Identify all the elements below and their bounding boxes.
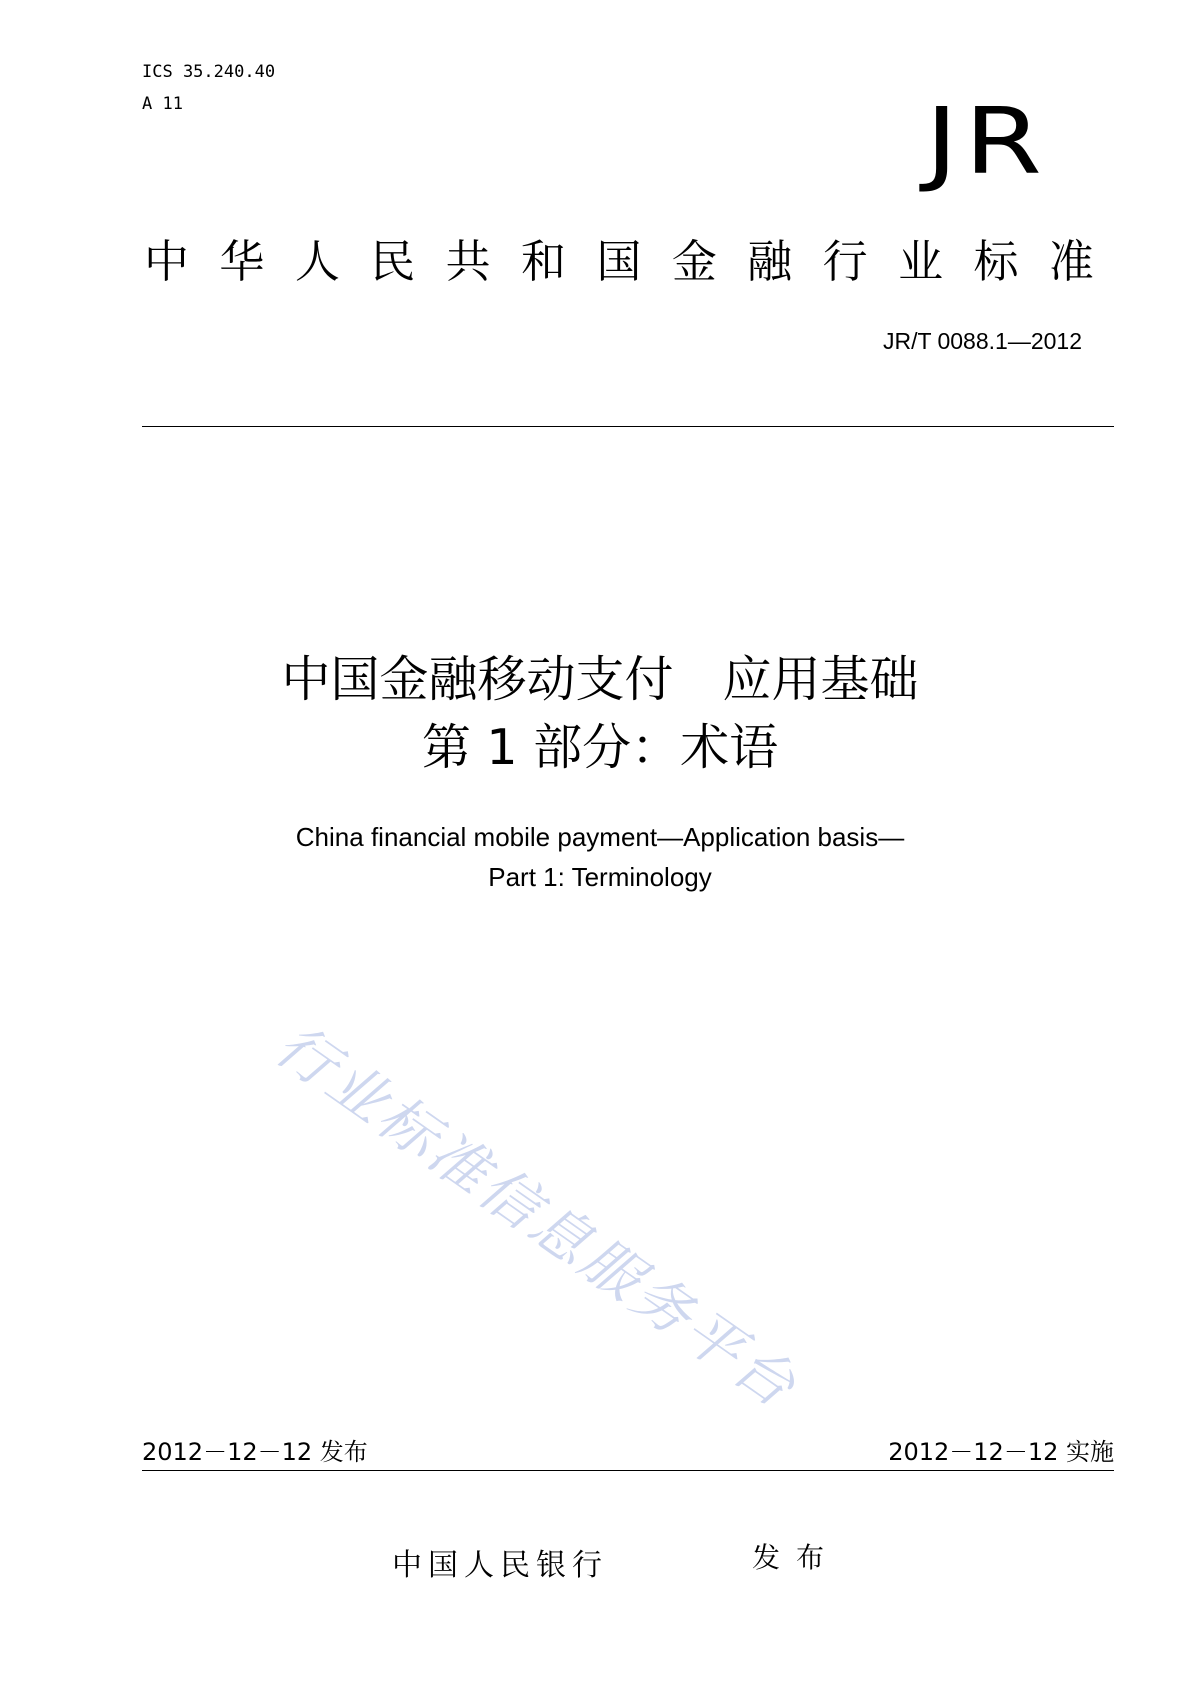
category-char: 金 (671, 235, 717, 288)
english-title-line-2: Part 1: Terminology (488, 862, 712, 892)
chinese-title-line-2: 第 1 部分：术语 (421, 719, 779, 776)
footer-divider (142, 1470, 1114, 1471)
issue-label: 发布 (752, 1541, 841, 1574)
category-char: 民 (370, 235, 416, 288)
header-divider (142, 426, 1114, 427)
category-char: 国 (596, 235, 642, 288)
classification-code: A 11 (142, 94, 183, 114)
implementation-date: 2012－12－12 实施 (888, 1438, 1114, 1466)
category-char: 中 (144, 235, 190, 288)
ics-code: ICS 35.240.40 (142, 62, 276, 82)
chinese-title-line-1: 中国金融移动支付 应用基础 (281, 651, 919, 708)
category-char: 业 (898, 235, 944, 288)
english-title-line-1: China financial mobile payment—Application basis— (295, 822, 905, 852)
issuing-authority: 中国人民银行 (392, 1548, 608, 1583)
category-char: 和 (521, 235, 567, 288)
standard-category-title (144, 234, 1094, 290)
category-char: 华 (219, 235, 265, 288)
category-char: 共 (445, 235, 491, 288)
category-char: 人 (294, 235, 340, 288)
category-char: 标 (973, 235, 1019, 288)
watermark: 行业标准信息服务平台 (263, 1010, 811, 1422)
jr-logo: JR (925, 88, 1048, 196)
issue-date: 2012－12－12 发布 (142, 1438, 368, 1466)
category-char: 融 (747, 235, 793, 288)
standard-number: JR/T 0088.1—2012 (882, 328, 1082, 354)
category-char: 行 (822, 235, 868, 288)
category-char: 准 (1048, 235, 1094, 288)
